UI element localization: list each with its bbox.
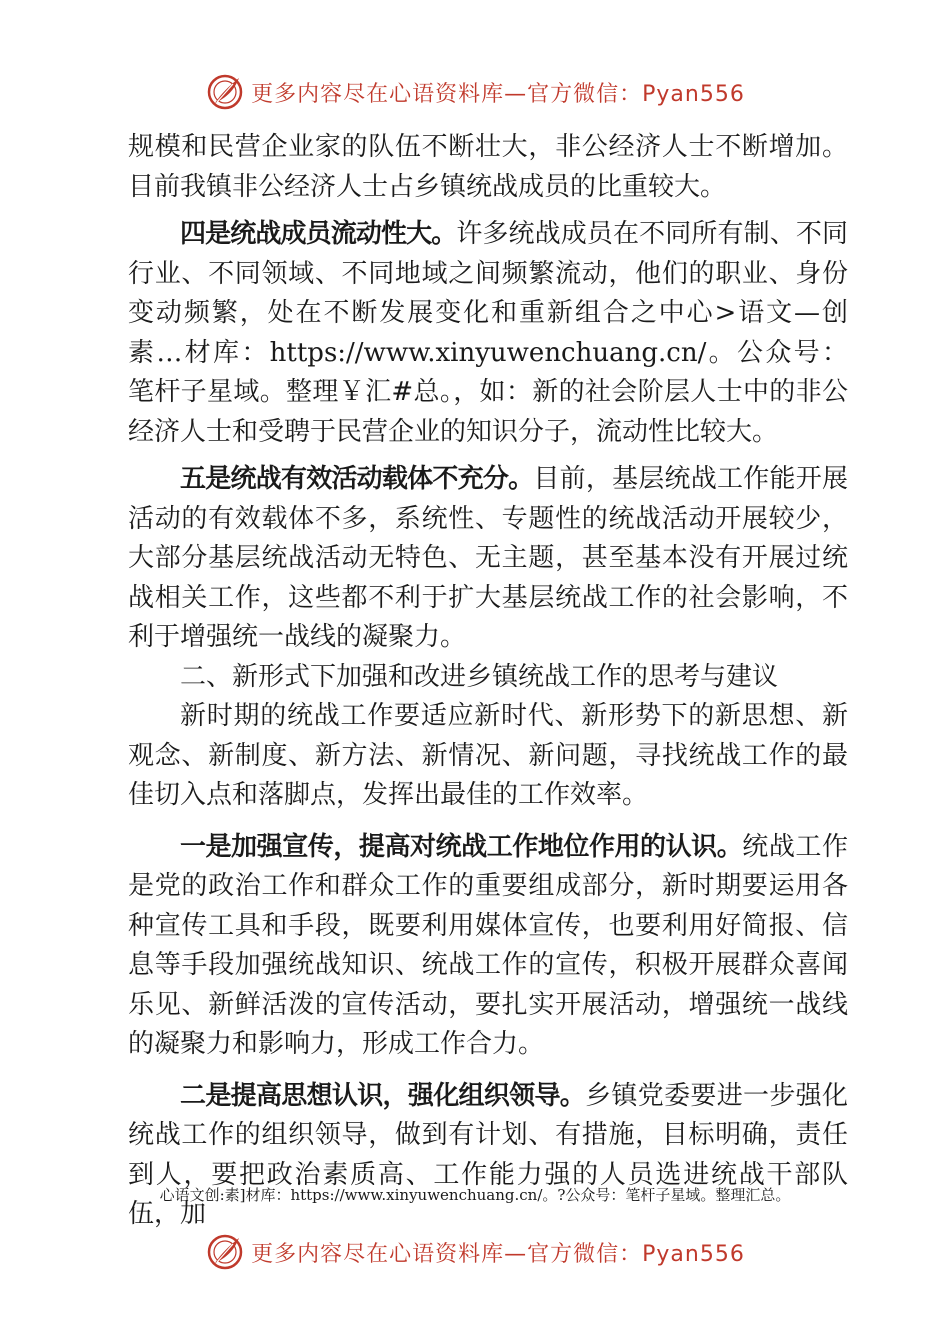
paragraph-3: [128, 460, 848, 658]
banner-text: 更多内容尽在心语资料库—官方微信：Pyan556: [251, 81, 745, 107]
footnote: 心语文创:素]材库：https://www.xinyuwenchuang.cn/。?公众号：笔杆子星域。整理汇总。: [159, 1186, 791, 1204]
top-banner: [0, 68, 950, 116]
paragraph-text: 新时期的统战工作要适应新时代、新形势下的新思想、新观念、新制度、新方法、新情况、新问题，寻找统战工作的最佳切入点和落脚点，发挥出最佳的工作效率。: [128, 701, 848, 810]
paragraph-text: 统战工作是党的政治工作和群众工作的重要组成部分，新时期要运用各种宣传工具和手段，既要利用媒体宣传，也要利用好简报、信息等手段加强统战知识、统战工作的宣传，积极开展群众喜闻乐见、新鲜活泼的宣传活动，要扎实开展活动，增强统一战线的凝聚力和影响力，形成工作合力。: [128, 831, 848, 1059]
paragraph-2: [128, 215, 848, 452]
paragraph-text: 乡镇党委要进一步强化统战工作的组织领导，做到有计划、有措施，目标明确，责任到人，要把政治素质高、工作能力强的人员选进统战干部队伍，加: [128, 1080, 848, 1229]
section-heading-text: 二、新形式下加强和改进乡镇统战工作的思考与建议: [180, 661, 779, 692]
paragraph-lead: 二是提高思想认识，强化组织领导。: [180, 1080, 586, 1111]
feather-logo-icon: [205, 72, 245, 112]
feather-logo-icon: [205, 1232, 245, 1272]
paragraph-text: 规模和民营企业家的队伍不断壮大，非公经济人士不断增加。目前我镇非公经济人士占乡镇统战成员的比重较大。: [128, 132, 848, 202]
section-heading: [128, 658, 848, 698]
paragraph-lead: 五是统战有效活动载体不充分。: [180, 464, 534, 494]
paragraph-6: [128, 828, 848, 1065]
paragraph-7: [128, 1077, 848, 1235]
paragraph-lead: 四是统战成员流动性大。: [180, 219, 457, 249]
paragraph-lead: 一是加强宣传，提高对统战工作地位作用的认识。: [180, 831, 743, 862]
bottom-banner: [0, 1228, 950, 1276]
paragraph-1: [128, 128, 848, 207]
paragraph-5: [128, 697, 848, 816]
document-body: [128, 128, 848, 1235]
paragraph-text: 许多统战成员在不同所有制、不同行业、不同领域、不同地域之间频繁流动，他们的职业、身份变动频繁，处在不断发展变化和重新组合之中心>语文—创素…材库：https://www.xinyuwenchuang.cn/。公众号：笔杆子星域。整理￥汇#总。，如：新的社会阶层人士中的非公经济人士和受聘于民营企业的知识分子，流动性比较大。: [128, 219, 848, 447]
banner-text: 更多内容尽在心语资料库—官方微信：Pyan556: [251, 1241, 745, 1267]
paragraph-text: 目前，基层统战工作能开展活动的有效载体不多，系统性、专题性的统战活动开展较少，大部分基层统战活动无特色、无主题，甚至基本没有开展过统战相关工作，这些都不利于扩大基层统战工作的社会影响，不利于增强统一战线的凝聚力。: [128, 464, 848, 652]
